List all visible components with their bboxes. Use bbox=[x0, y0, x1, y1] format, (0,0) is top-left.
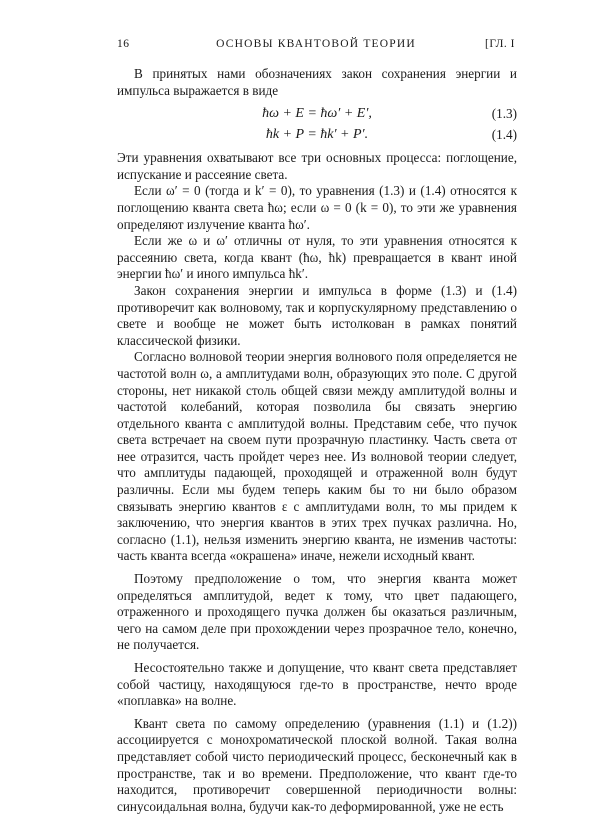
paragraph-processes: Эти уравнения охватывают все три основных процесса: поглощение, испускание и рассеяние света. bbox=[117, 150, 517, 182]
equation-number: (1.4) bbox=[491, 127, 517, 143]
page-body bbox=[117, 66, 517, 815]
paragraph-absorption: Если ω′ = 0 (тогда и k′ = 0), то уравнения (1.3) и (1.4) относятся к поглощению кванта света ħω; если ω = 0 (k = 0), то эти же уравнения определяют излучение кванта ħω′. bbox=[117, 183, 517, 232]
paragraph-plane-wave: Квант света по самому определению (уравнения (1.1) и (1.2)) ассоциируется с монохроматической плоской волной. Такая волна представляет собой чисто периодический процесс, бесконечный как в пространстве, так и во времени. Предположение, что квант где-то находится, противоречит совершенной периодичности волны: синусоидальная волна, будучи как-то деформированной, уже не есть bbox=[117, 715, 517, 814]
paragraph-amplitude: Поэтому предположение о том, что энергия кванта может определяться амплитудой, ведет к тому, что цвет падающего, отраженного и проходящего пучка должен бы оказаться различным, чего на самом деле при прохождении через прозрачное тело, конечно, не получается. bbox=[117, 571, 517, 653]
equation-1-3 bbox=[117, 103, 517, 124]
equation-number: (1.3) bbox=[491, 106, 517, 122]
running-title: ОСНОВЫ КВАНТОВОЙ ТЕОРИИ bbox=[216, 38, 416, 50]
equation-formula: ħk + P = ħk′ + P′. bbox=[265, 127, 369, 143]
page-number: 16 bbox=[117, 38, 130, 50]
paragraph-particle: Несостоятельно также и допущение, что квант света представляет собой частицу, находящуюся где-то в пространстве, нечто вроде «поплавка» на волне. bbox=[117, 660, 517, 709]
paragraph-wave-theory: Согласно волновой теории энергия волнового поля определяется не частотой волн ω, а амплитудами волн, образующих это поле. С другой стороны, нет никакой столь общей связи между амплитудой волны и частотой колебаний, которая позволила бы связать энергию отдельного кванта с амплитудой волны. Представим себе, что пучок света встречает на своем пути прозрачную пластинку. Часть света от нее отразится, часть пройдет через нее. Из волновой теории следует, что амплитуды падающей, проходящей и отраженной волн будут различны. Если мы будем теперь каким бы то ни было образом связывать энергию квантов ε с амплитудами волн, то мы придем к заключению, что энергия квантов в этих трех пучках различна. Но, согласно (1.1), нельзя изменить энергию кванта, не изменив частоты: часть кванта всегда «окрашена» иначе, нежели исходный квант. bbox=[117, 349, 517, 564]
paragraph-scattering: Если же ω и ω′ отличны от нуля, то эти уравнения относятся к рассеянию света, когда квант (ħω, ħk) превращается в квант иной энергии ħω′ и иного импульса ħk′. bbox=[117, 233, 517, 282]
equation-1-4 bbox=[117, 124, 517, 145]
running-header bbox=[117, 38, 515, 56]
chapter-marker: [ГЛ. I bbox=[485, 38, 515, 50]
paragraph-conservation: Закон сохранения энергии и импульса в форме (1.3) и (1.4) противоречит как волновому, так и корпускулярному представлению о свете и вообще не может быть истолкован в рамках понятий классической физики. bbox=[117, 282, 517, 348]
equation-formula: ħω + E = ħω′ + E′, bbox=[262, 106, 372, 122]
intro-paragraph: В принятых нами обозначениях закон сохранения энергии и импульса выражается в виде bbox=[117, 66, 517, 98]
